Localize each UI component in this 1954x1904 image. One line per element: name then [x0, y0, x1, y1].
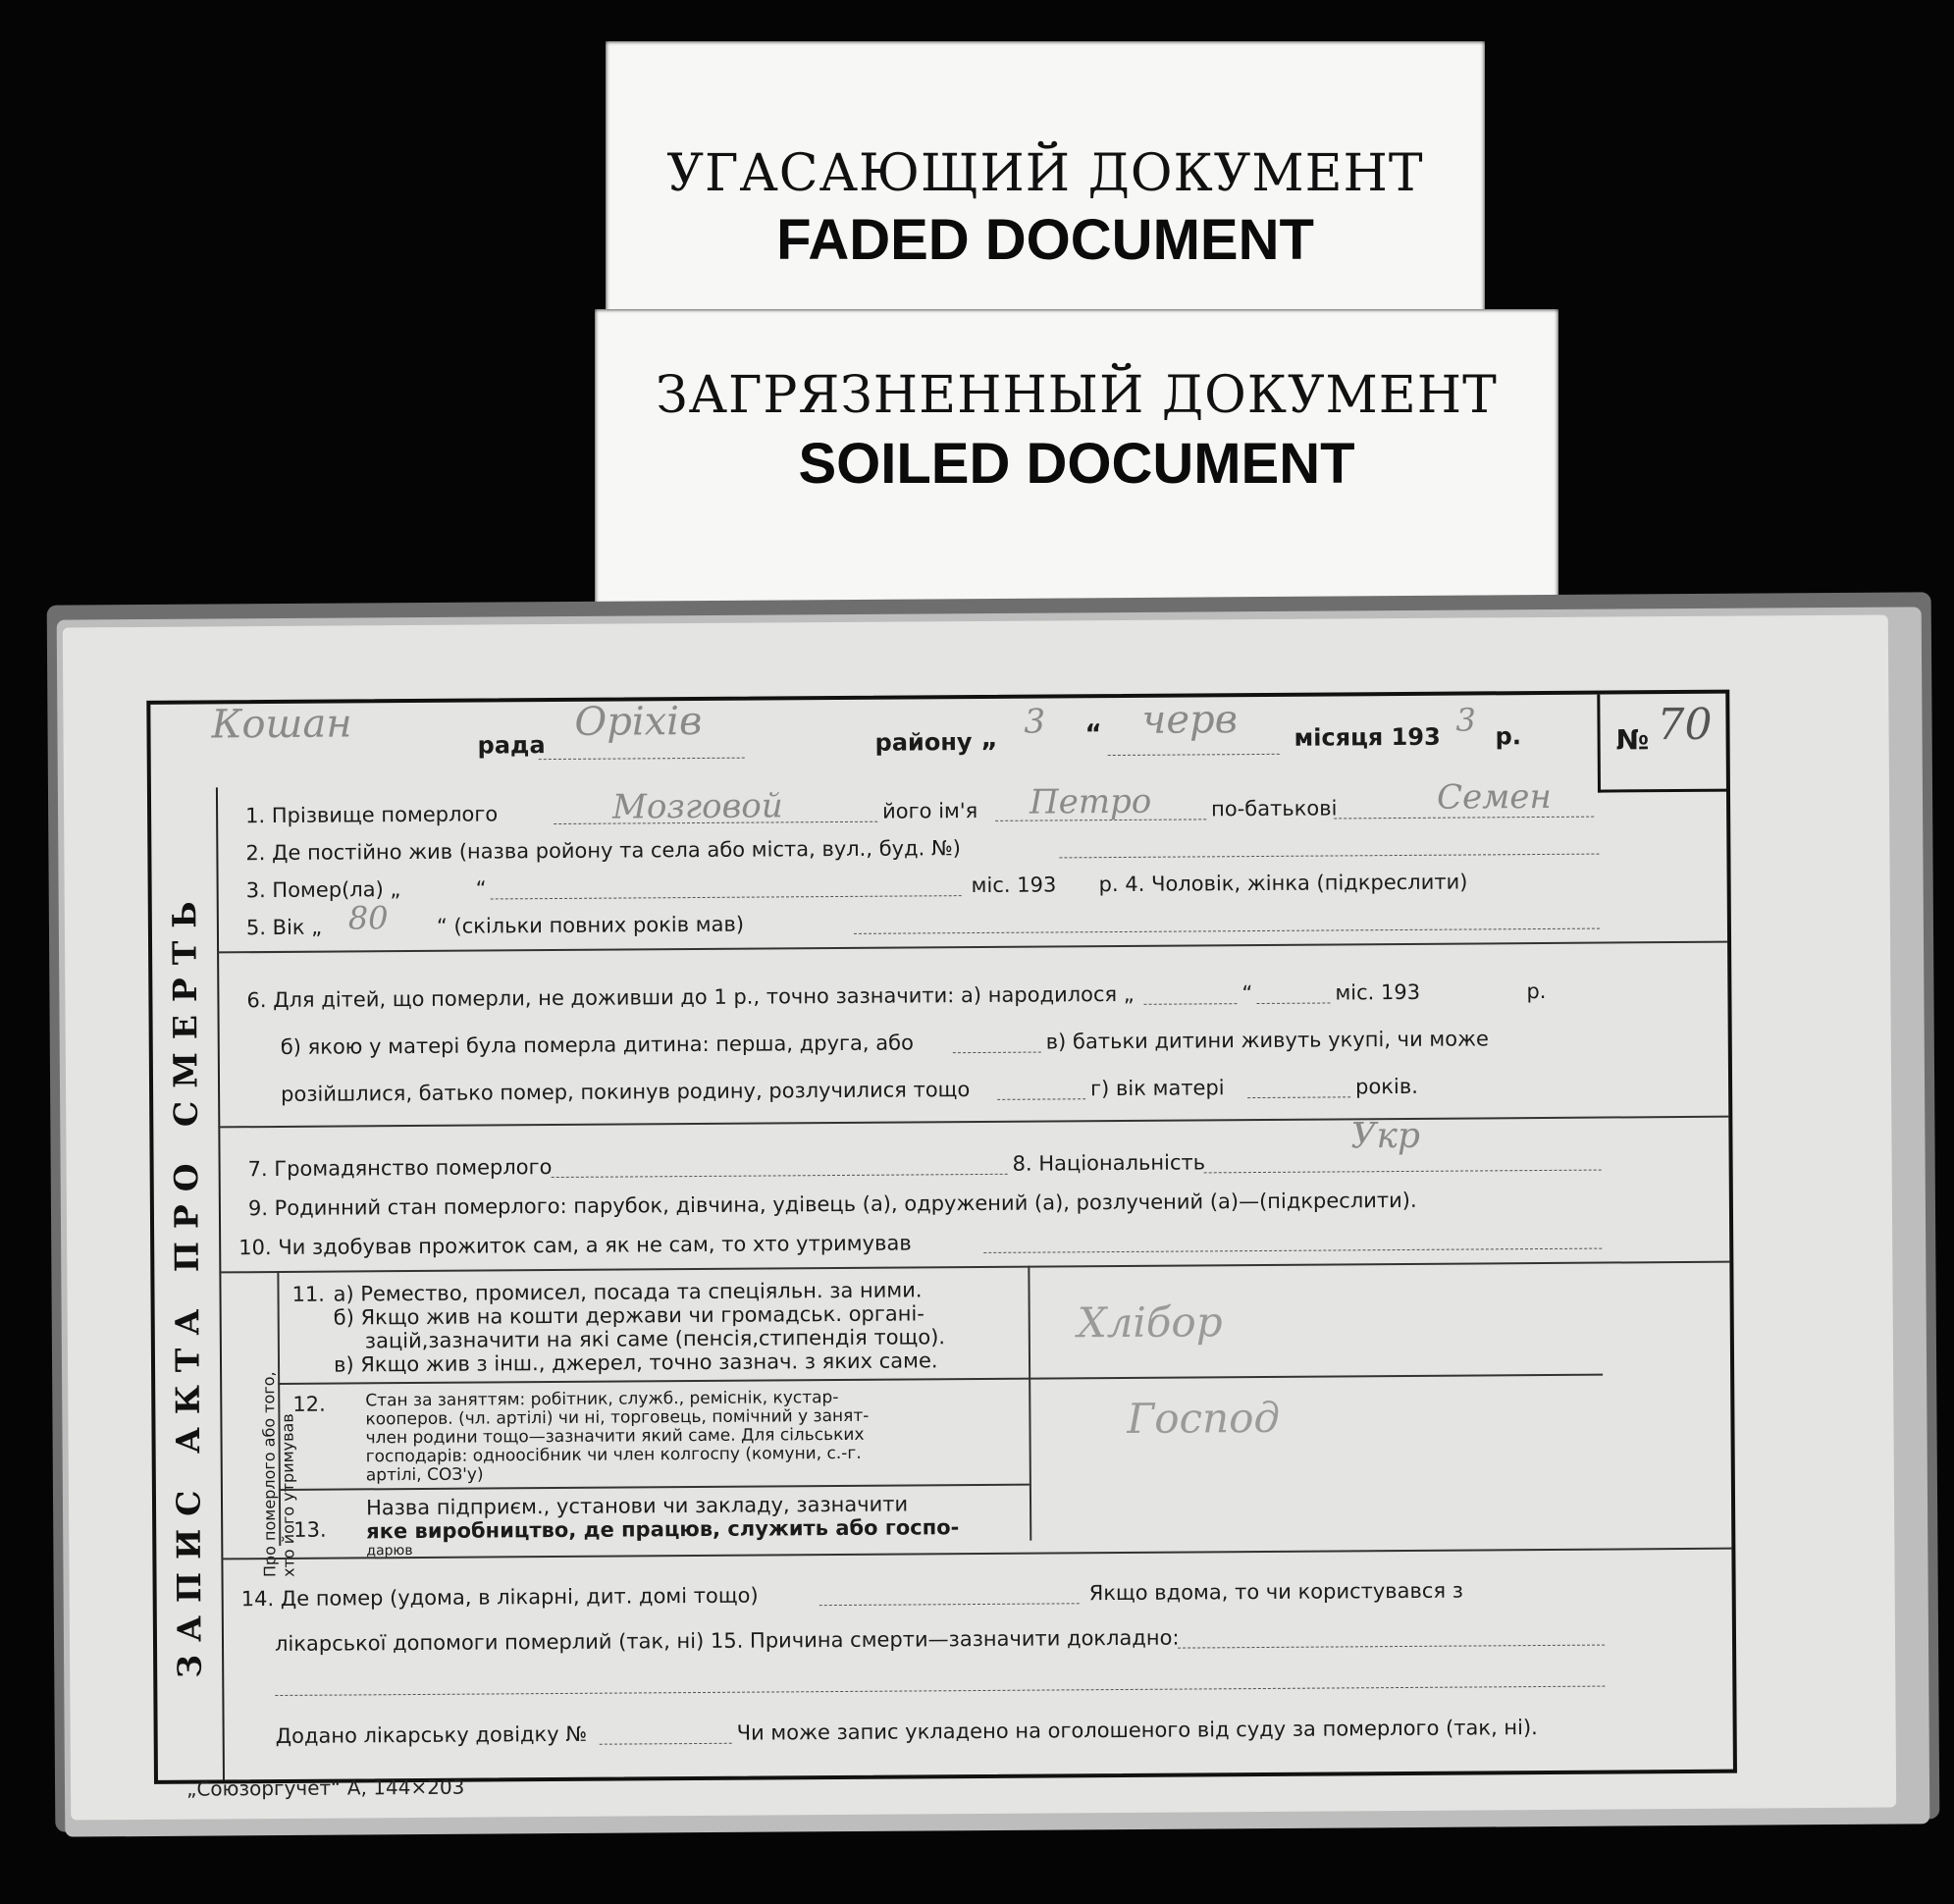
handwritten-age: 80: [347, 899, 389, 937]
row1-name-label: його ім'я: [882, 799, 978, 823]
row13-number: 13.: [293, 1517, 327, 1542]
handwritten-district: Оріхів: [574, 698, 703, 745]
handwritten-day: 3: [1024, 702, 1046, 742]
row3-sex-label: р. 4. Чоловік, жінка (підкреслити): [1098, 870, 1468, 897]
row6-year-suffix: р.: [1526, 978, 1547, 1004]
row5-age-label: 5. Вік „: [245, 915, 323, 940]
row12-line4: господарів: одноосібник чи член колгоспу (комуни, с.-г.: [365, 1443, 862, 1467]
month-year-label: місяця 193: [1294, 722, 1441, 752]
row13-line2: яке виробництво, де працюв, служить або госпо-: [366, 1515, 960, 1544]
row12-number: 12.: [292, 1392, 326, 1416]
row5-age-note: “ (скільки повних років мав): [436, 912, 745, 938]
row12-line2: кооперов. (чл. артілі) чи ні, торговець, помічний у занят-: [365, 1405, 870, 1430]
row6-mother-age: г) вік матері: [1090, 1076, 1225, 1101]
side-label-about-deceased: [259, 1371, 298, 1578]
rayon-label: району: [874, 728, 973, 757]
handwritten-year: 3: [1455, 701, 1476, 739]
faded-label-en: FADED DOCUMENT: [776, 208, 1314, 272]
row6-divorced: розійшлися, батько помер, покинув родину, розлучилися тощо: [281, 1078, 971, 1106]
row6-quote: “: [1241, 981, 1253, 1006]
row1-surname-label: 1. Прізвище померлого: [245, 802, 499, 828]
handwritten-occupation: Хлібор: [1077, 1297, 1223, 1348]
row6-child-order: б) якою у матері була померла дитина: перша, друга, або: [280, 1031, 914, 1059]
row14-home-medical: Якщо вдома, то чи користувався з: [1088, 1578, 1463, 1606]
row10-support: 10. Чи здобував прожиток сам, а як не сам, то хто утримував: [238, 1231, 912, 1260]
side-label-line2: хто його утримував: [278, 1413, 298, 1577]
row8-nationality: 8. Національність: [1012, 1150, 1206, 1176]
handwritten-nationality: Укр: [1350, 1115, 1421, 1157]
handwritten-patronymic: Семен: [1436, 776, 1553, 818]
row11-profession: а) Ремество, промисел, посада та спеціяльн. за ними.: [333, 1278, 923, 1306]
row7-citizenship: 7. Громадянство померлого: [247, 1155, 553, 1182]
row3-died-label: 3. Помер(ла) „: [245, 877, 401, 903]
side-label-line1: Про померлого або того,: [259, 1371, 280, 1578]
row11-state-support: б) Якщо жив на кошти держави чи громадськ. органі-: [333, 1301, 924, 1330]
row11-other-sources: в) Якщо жив з інш., джерел, точно зазнач. з яких саме.: [333, 1349, 938, 1377]
row6-child-label: 6. Для дітей, що померли, не доживши до 1 р., точно зазначити: а) народилося „: [246, 981, 1135, 1013]
printer-footer: „Союзоргучет“ А, 144×203: [185, 1774, 465, 1801]
year-suffix: р.: [1495, 722, 1521, 751]
death-record-form: [63, 615, 1896, 1821]
rada-label: рада: [477, 731, 546, 760]
row11-state-support-2: зацій,зазначити на які саме (пенсія,стипендія тощо).: [364, 1325, 946, 1353]
row15-cause-of-death: лікарської допомоги померлий (так, ні) 15. Причина смерти—зазначити докладно:: [274, 1625, 1180, 1657]
row6-years: років.: [1354, 1074, 1418, 1099]
row3-month-label: міс. 193: [971, 873, 1057, 898]
side-title-column: [151, 787, 225, 1779]
row16-court-declared: Чи може запис укладено на оголошеного від суду за померлого (так, ні).: [736, 1716, 1538, 1745]
row11-number: 11.: [291, 1282, 326, 1306]
row16-medical-certificate: Додано лікарську довідку №: [275, 1721, 588, 1749]
handwritten-surname: Мозговой: [611, 786, 783, 827]
soiled-document-card: [595, 309, 1558, 633]
handwritten-name: Петро: [1029, 781, 1152, 822]
row9-marital: 9. Родинний стан померлого: парубок, дівчина, удівець (а), одружений (а), розлучений (а)—(підкреслити).: [247, 1188, 1417, 1221]
row6-parents-together: в) батьки дитини живуть укупі, чи може: [1045, 1027, 1489, 1054]
row12-line1: Стан за заняттям: робітник, служб., реміснік, кустар-: [365, 1388, 839, 1411]
day-close-quote: “: [1084, 719, 1102, 750]
faded-label-ru: УГАСАЮЩИЙ ДОКУМЕНТ: [666, 144, 1424, 203]
side-title: ЗАПИС АКТА ПРО СМЕРТЬ: [165, 888, 209, 1678]
soiled-label-en: SOILED DOCUMENT: [798, 432, 1355, 496]
row13-line1: Назва підприєм., установи чи закладу, зазначити: [365, 1492, 909, 1520]
handwritten-month: черв: [1141, 697, 1239, 743]
row14-place-of-death: 14. Де помер (удома, в лікарні, дит. домі тощо): [240, 1583, 759, 1612]
day-open-quote: „: [980, 723, 998, 754]
handwritten-status: Господ: [1127, 1393, 1281, 1443]
row3-quote: “: [475, 876, 487, 901]
number-label: №: [1615, 723, 1650, 757]
row13-line3: дарюв: [366, 1543, 413, 1560]
handwritten-council: Кошан: [211, 701, 352, 748]
row12-line5: артілі, СОЗ'у): [365, 1464, 484, 1486]
row12-line3: член родини тощо—зазначити який саме. Для сільських: [365, 1424, 865, 1449]
record-number-box: [1597, 694, 1729, 793]
row1-patronymic-label: по-батькові: [1211, 796, 1338, 821]
form-frame: [146, 690, 1737, 1784]
row2-residence: 2. Де постійно жив (назва ройону та села або міста, вул., буд. №): [245, 836, 962, 866]
faded-document-card: [606, 41, 1485, 318]
soiled-label-ru: ЗАГРЯЗНЕННЫЙ ДОКУМЕНТ: [656, 366, 1498, 425]
handwritten-record-number: 70: [1657, 699, 1713, 751]
row6-month-label: міс. 193: [1335, 979, 1421, 1005]
